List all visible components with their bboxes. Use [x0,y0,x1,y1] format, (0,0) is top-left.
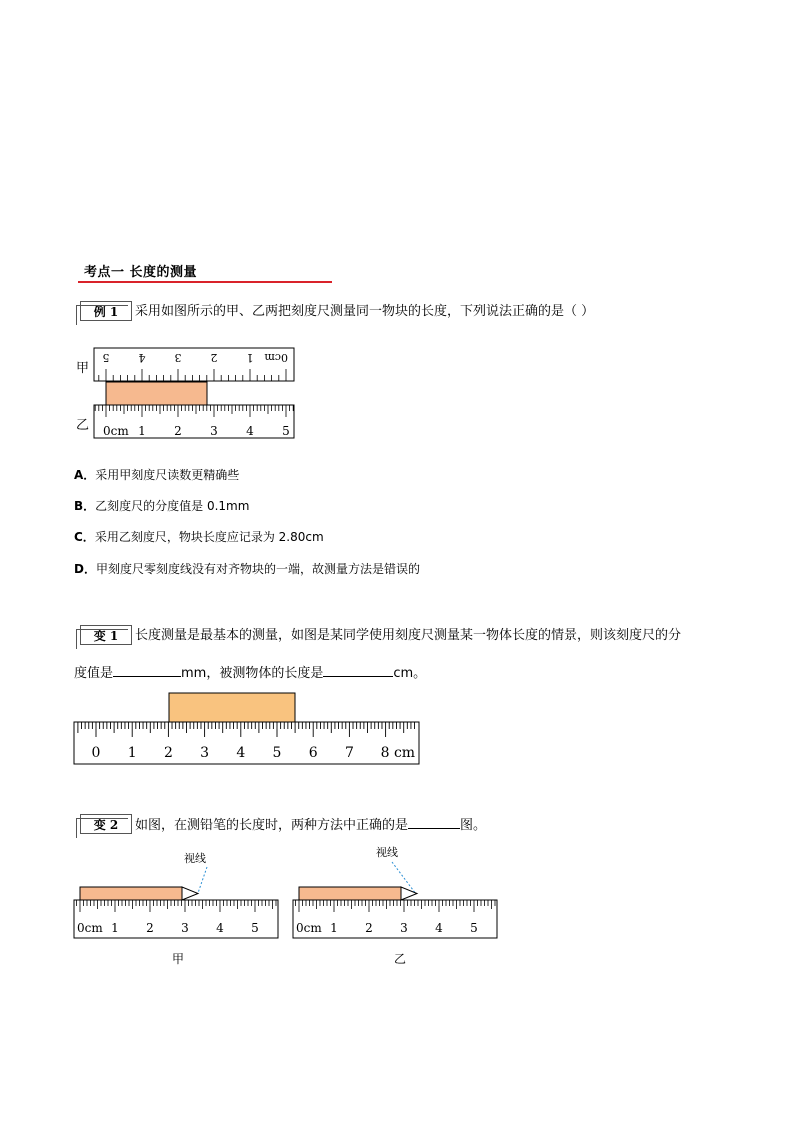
ruler-label: 7 [344,745,354,761]
ruler-label: 5 [251,921,259,935]
ruler-label: 3 [174,351,182,364]
ruler-label: 1 [127,745,137,761]
caption-right: 乙 [394,952,407,966]
pencil-tip-right [401,887,417,900]
ruler-label: 0 [91,745,101,761]
variant1-line1: 长度测量是最基本的测量，如图是某同学使用刻度尺测量某一物体长度的情景，则该刻度尺的分 [135,628,682,643]
ruler-label: 0cm [264,351,288,364]
ruler-label: 2 [365,921,373,935]
example1-question: 采用如图所示的甲、乙两把刻度尺测量同一物块的长度，下列说法正确的是（ ） [135,304,595,319]
ruler-label: 1 [111,921,119,935]
blank-division[interactable] [113,664,181,677]
ruler-label: 0cm [77,921,103,935]
pencil-tip-left [182,887,198,900]
variant2-tag: 变 2 [80,814,132,834]
measured-object [169,693,295,722]
section-divider [78,281,332,283]
ruler-label: 2 [146,921,154,935]
ruler-label: 2 [163,745,173,761]
ruler-label: 3 [400,921,408,935]
sight-line-left [198,867,207,893]
ruler-label: 0cm [103,424,129,438]
ruler-label: 2 [210,351,218,364]
ruler-label: 4 [246,424,254,438]
pencil-right [299,887,401,900]
variant1-tag: 变 1 [80,625,132,645]
blank-length[interactable] [323,664,393,677]
label-jia: 甲 [76,361,90,376]
ruler-label: 3 [200,745,210,761]
ruler-label: 4 [216,921,224,935]
example1-figure [70,342,310,444]
ruler-label: 5 [102,351,110,364]
ruler-label: 5 [282,424,290,438]
example1-tag: 例 1 [80,301,132,321]
blank-correct-figure[interactable] [408,816,460,829]
ruler-label: 1 [246,351,254,364]
pencil-left [80,887,182,900]
sight-label-left: 视线 [184,852,206,865]
option-c: C．采用乙刻度尺，物块长度应记录为 2.80cm [74,530,324,544]
ruler-label: 2 [174,424,182,438]
ruler-label: 5 [272,745,282,761]
sight-label-right: 视线 [376,846,398,859]
section-title: 考点一 长度的测量 [84,265,198,280]
ruler-label: 6 [308,745,318,761]
caption-left: 甲 [172,952,185,966]
option-b: B．乙刻度尺的分度值是 0.1mm [74,499,250,513]
variant2-figure [72,842,512,972]
ruler-label: 4 [138,351,146,364]
ruler-label: 1 [138,424,146,438]
ruler-label: 5 [470,921,478,935]
ruler-label: 4 [236,745,246,761]
ruler-label: 3 [210,424,218,438]
label-yi: 乙 [76,418,90,433]
ruler-label: 3 [181,921,189,935]
ruler-label: 1 [330,921,338,935]
ruler-label: 4 [435,921,443,935]
ruler-label: 8 cm [380,745,416,761]
measured-block [106,382,207,405]
variant1-figure [72,691,422,767]
option-a: A．采用甲刻度尺读数更精确些 [74,468,240,482]
option-d: D．甲刻度尺零刻度线没有对齐物块的一端，故测量方法是错误的 [74,562,420,576]
ruler-label: 0cm [296,921,322,935]
variant1-line2: 度值是 mm，被测物体的长度是 cm。 [74,666,427,681]
variant2-question: 如图，在测铅笔的长度时，两种方法中正确的是 图。 [135,818,487,833]
